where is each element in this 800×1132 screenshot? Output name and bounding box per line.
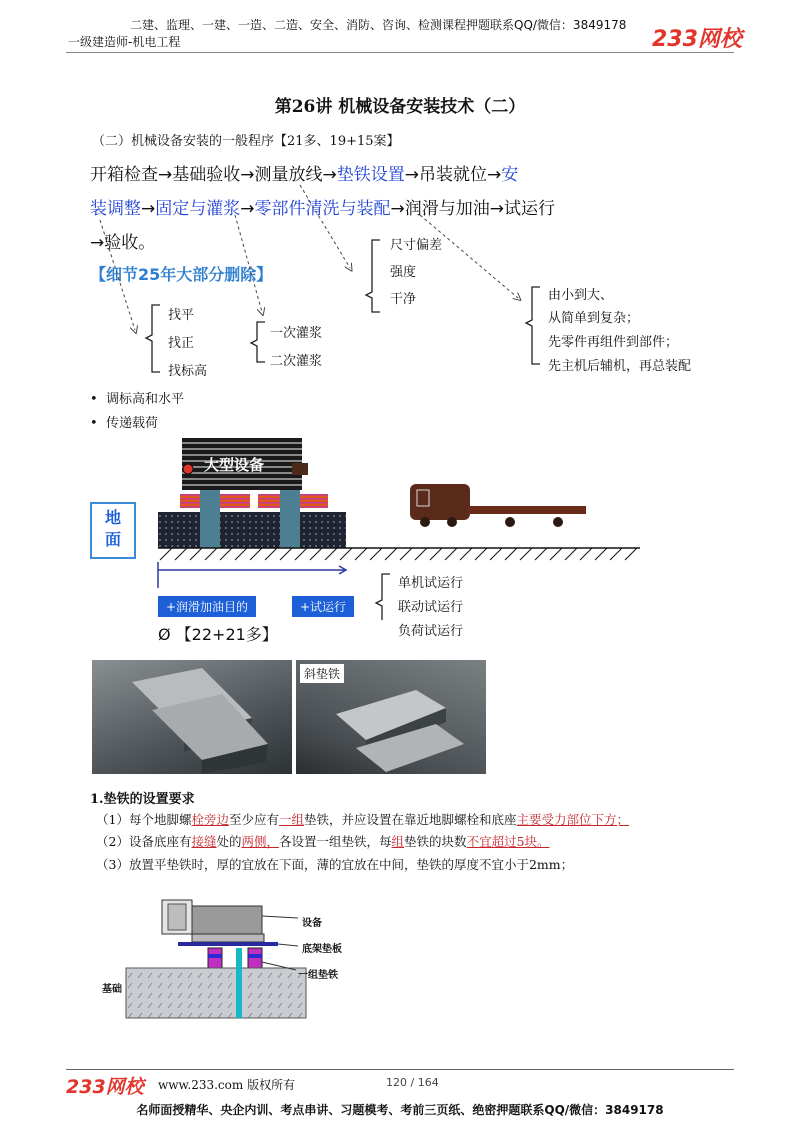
proc-highlight: 零部件清洗与装配 bbox=[254, 199, 391, 219]
requirement-2 bbox=[96, 832, 550, 850]
req-highlight: 一组 bbox=[279, 812, 305, 827]
bullet-text: 传递载荷 bbox=[105, 416, 158, 431]
footer-promo: 名师面授精华、央企内训、考点串讲、习题模考、考前三页纸、绝密押题联系QQ/微信：3849178 bbox=[136, 1103, 664, 1117]
taper-shim-label: 斜垫铁 bbox=[300, 664, 344, 683]
survey-item: 强度 bbox=[390, 265, 417, 280]
ground-char: 面 bbox=[104, 530, 121, 549]
footer-logo: 233网校 bbox=[66, 1076, 144, 1098]
deletion-note: 【细节25年大部分删除】 bbox=[90, 265, 273, 284]
lube-purpose-box: +润滑加油目的 bbox=[158, 596, 256, 617]
survey-item: 干净 bbox=[390, 292, 417, 307]
req-text: （2）设备底座有 bbox=[96, 834, 192, 849]
assembly-item: 由小到大、 bbox=[548, 288, 614, 303]
flat-shim-image bbox=[92, 660, 292, 774]
proc-text: →润滑与加油→试运行 bbox=[390, 199, 555, 219]
req-text: 处的 bbox=[216, 834, 242, 849]
equipment-label: 大型设备 bbox=[204, 456, 265, 474]
ground-label bbox=[90, 502, 136, 559]
req-text: 至少应有 bbox=[228, 812, 279, 827]
req-highlight: 主要受力部位下方； bbox=[516, 812, 630, 827]
proc-highlight: 安 bbox=[501, 165, 519, 185]
req-text: 垫铁，并应设置在靠近地脚螺栓和底座 bbox=[304, 812, 517, 827]
leveling-item: 找标高 bbox=[168, 364, 208, 379]
proc-text: →吊装就位→ bbox=[404, 165, 502, 185]
proc-text: 开箱检查→基础验收→测量放线→ bbox=[90, 165, 337, 185]
leveling-item: 找正 bbox=[168, 336, 195, 351]
footer-divider bbox=[66, 1069, 734, 1070]
req-text: 各设置一组垫铁，每 bbox=[279, 834, 392, 849]
req-text: 垫铁的块数 bbox=[404, 834, 467, 849]
shim-figure bbox=[96, 890, 396, 1030]
footer-copyright: www.233.com 版权所有 bbox=[158, 1078, 296, 1092]
trial-item: 联动试运行 bbox=[398, 600, 464, 615]
figure-label: 一组垫铁 bbox=[298, 970, 338, 981]
req-text: （1）每个地脚螺 bbox=[96, 812, 192, 827]
flat-shim-photo bbox=[92, 660, 292, 774]
req-highlight: 接缝 bbox=[191, 834, 217, 849]
grouting-item: 二次灌浆 bbox=[270, 354, 323, 369]
brand-logo: 233网校 bbox=[652, 27, 742, 52]
bullet-item: • 传递载荷 bbox=[90, 416, 158, 431]
bullet-text: 调标高和水平 bbox=[105, 392, 184, 407]
bullet-item: • 调标高和水平 bbox=[90, 392, 184, 407]
page-number: 120 / 164 bbox=[386, 1076, 439, 1089]
requirement-1 bbox=[96, 810, 629, 828]
trial-item: 负荷试运行 bbox=[398, 624, 464, 639]
section-heading: （二）机械设备安装的一般程序【21多、19+15案】 bbox=[92, 134, 400, 149]
req-highlight: 两侧， bbox=[241, 834, 280, 849]
leveling-item: 找平 bbox=[168, 308, 195, 323]
proc-text: → bbox=[240, 199, 255, 219]
requirements-title: 1.垫铁的设置要求 bbox=[90, 792, 195, 807]
grouting-item: 一次灌浆 bbox=[270, 326, 323, 341]
assembly-item: 从简单到复杂； bbox=[548, 311, 640, 326]
page-title: 第26讲 机械设备安装技术（二） bbox=[274, 97, 526, 117]
req-highlight: 不宜超过5块。 bbox=[466, 834, 550, 849]
procedure-line-3: →验收。 bbox=[90, 233, 156, 253]
proc-highlight: 垫铁设置 bbox=[336, 165, 405, 185]
trial-run-box: +试运行 bbox=[292, 596, 354, 617]
assembly-item: 先零件再组件到部件； bbox=[548, 335, 679, 350]
trial-item: 单机试运行 bbox=[398, 576, 464, 591]
proc-text: → bbox=[141, 199, 156, 219]
header-subtitle: 一级建造师-机电工程 bbox=[68, 35, 181, 49]
header-promo-line: 二建、监理、一建、一造、二造、安全、消防、咨询、检测课程押题联系QQ/微信：3849178 bbox=[130, 18, 627, 32]
figure-label: 设备 bbox=[302, 918, 322, 929]
requirement-3: （3）放置平垫铁时，厚的宜放在下面，薄的宜放在中间，垫铁的厚度不宜小于2mm； bbox=[96, 857, 574, 872]
ground-char: 地 bbox=[104, 508, 121, 527]
equipment-diagram bbox=[80, 430, 640, 620]
assembly-item: 先主机后辅机，再总装配 bbox=[548, 359, 692, 374]
exam-note: Ø 【22+21多】 bbox=[158, 625, 278, 644]
survey-item: 尺寸偏差 bbox=[390, 238, 443, 253]
req-highlight: 组 bbox=[391, 834, 405, 849]
figure-label: 底架垫板 bbox=[302, 944, 342, 955]
proc-highlight: 固定与灌浆 bbox=[155, 199, 241, 219]
figure-label: 基础 bbox=[102, 984, 122, 995]
req-highlight: 栓旁边 bbox=[191, 812, 229, 827]
branch-arrows bbox=[0, 0, 800, 400]
proc-highlight: 装调整 bbox=[90, 199, 141, 219]
